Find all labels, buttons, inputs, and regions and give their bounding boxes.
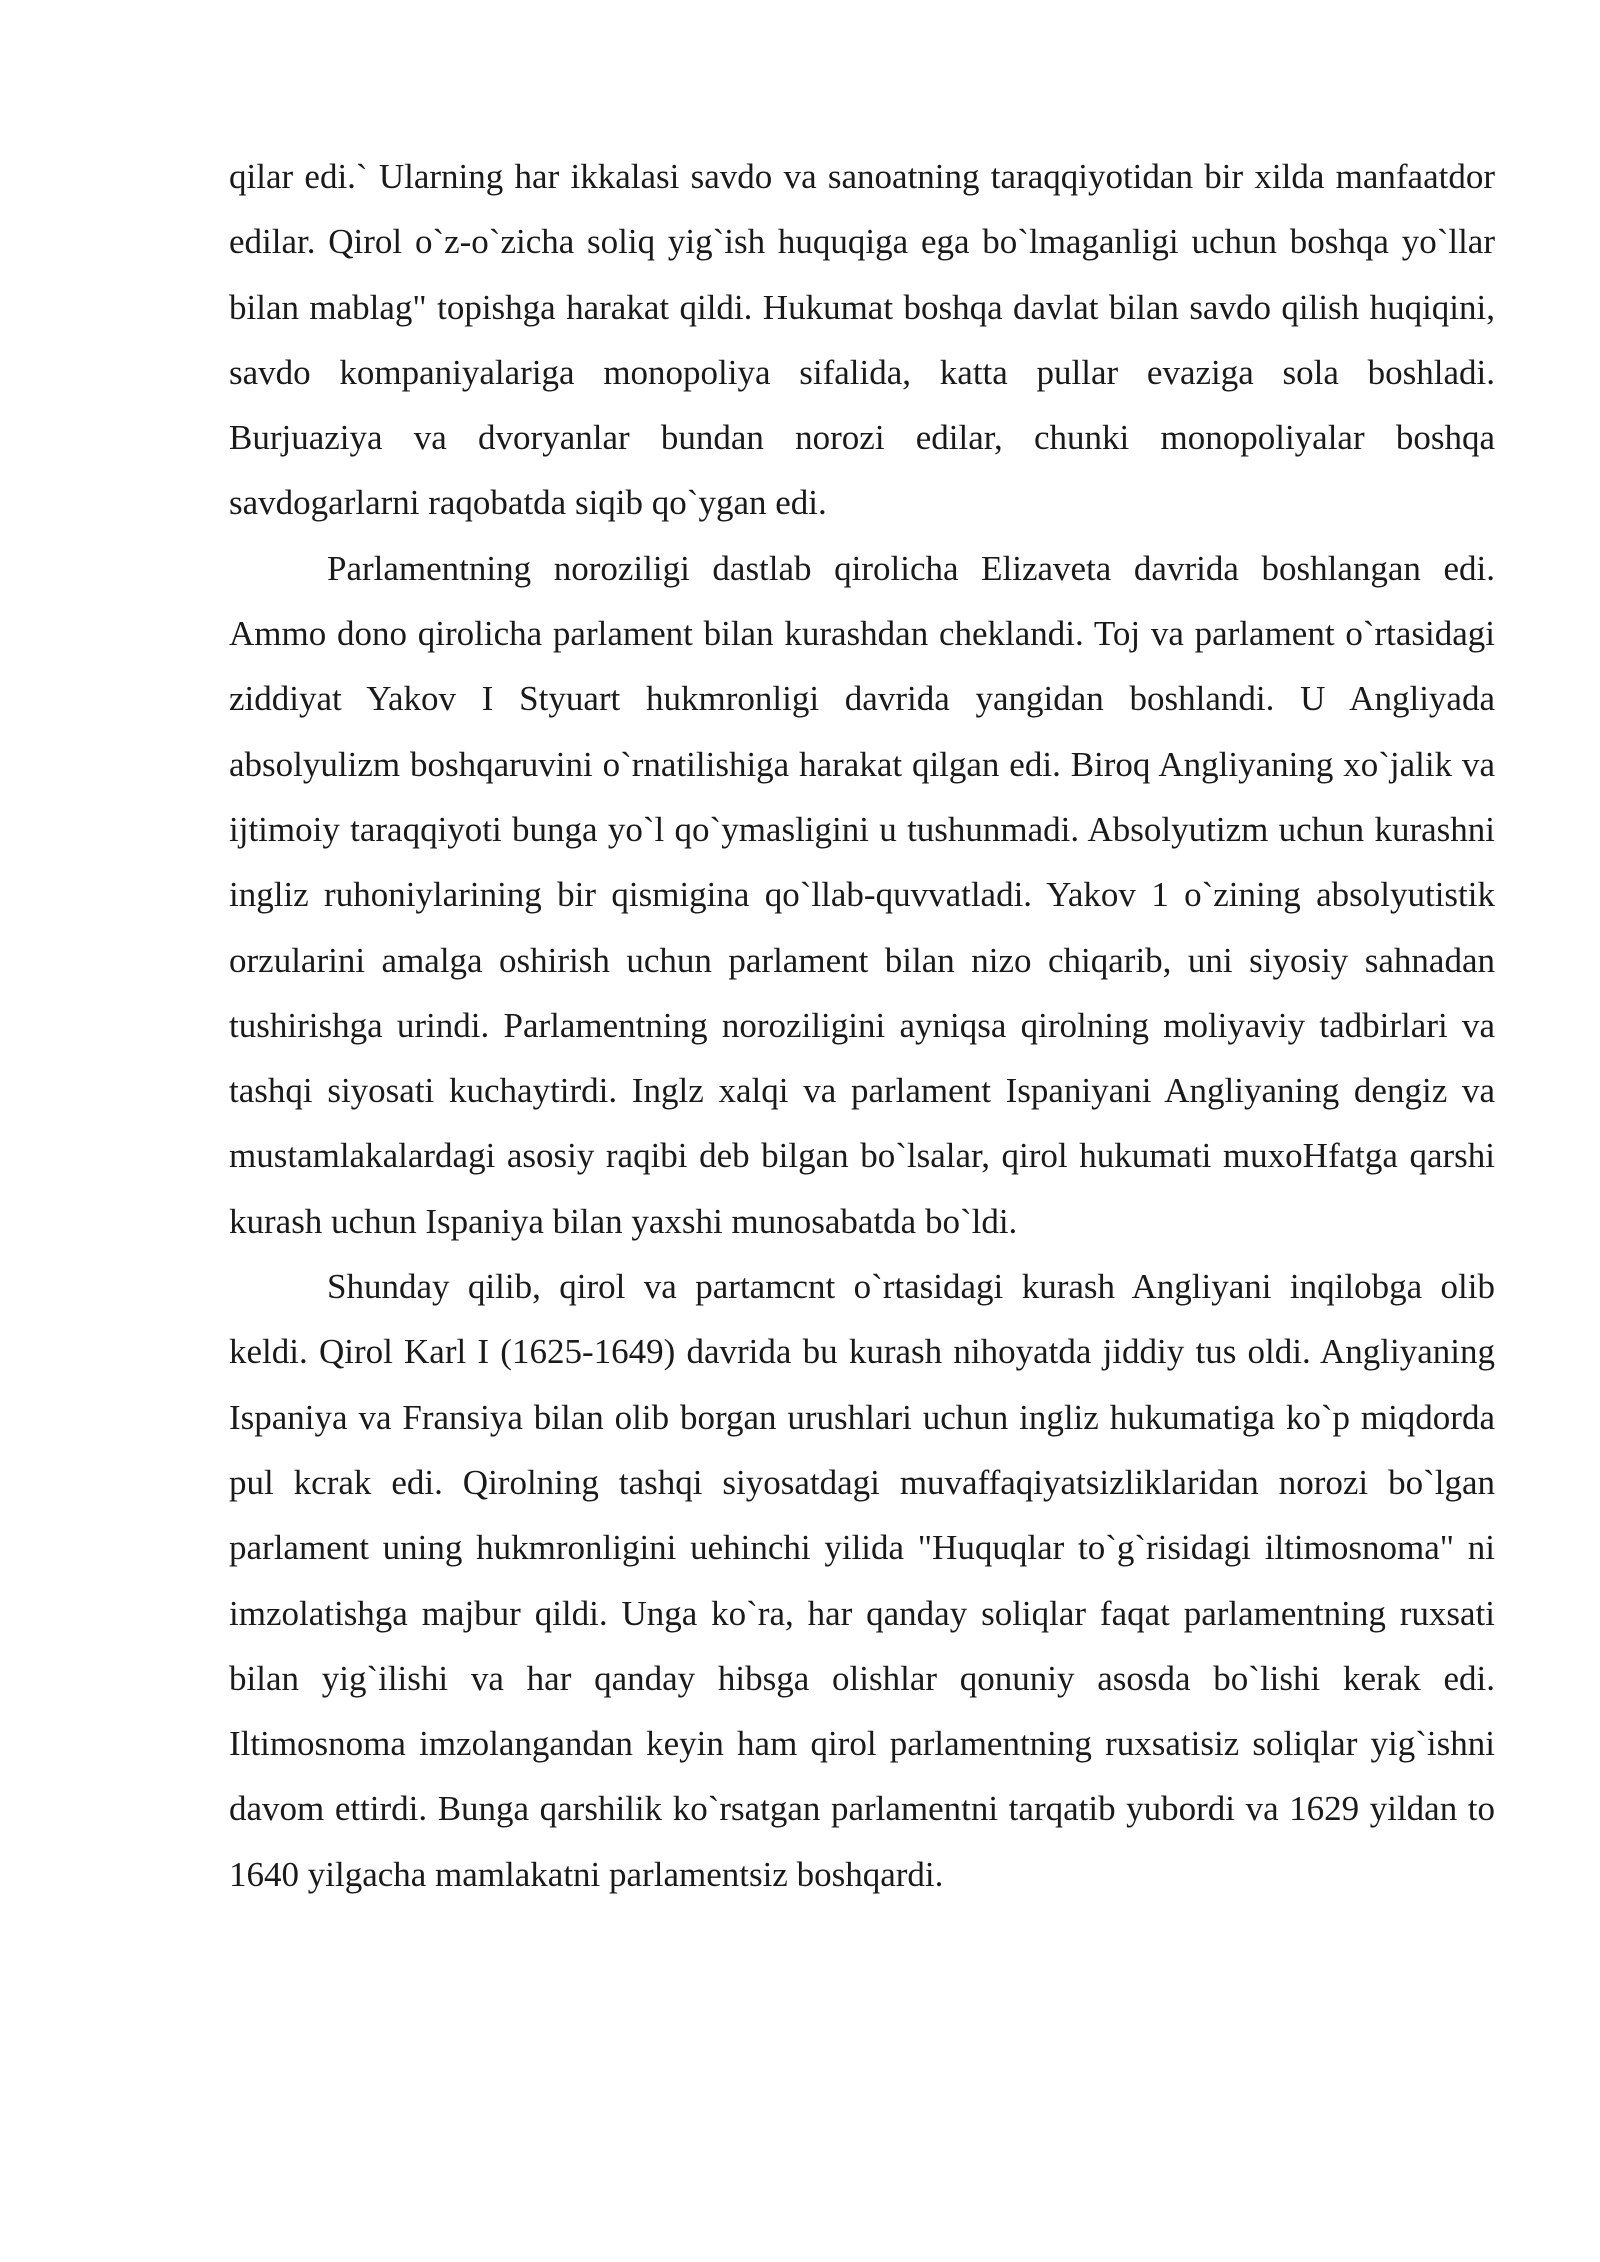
paragraph-2: Parlamentning noroziligi dastlab qirolicha Elizaveta davrida boshlangan edi. Ammo dono qirolicha parlament bilan kurashdan cheklandi. Toj va parlament o`rtasidagi ziddiyat Yakov I Styuart hukmronligi davrida yangidan boshlandi. U Angliyada absolyulizm boshqaruvini o`rnatilishiga harakat qilgan edi. Biroq Angliyaning xo`jalik va ijtimoiy taraqqiyoti bunga yo`l qo`ymasligini u tushunmadi. Absolyutizm uchun kurashni ingliz ruhoniylarining bir qismigina qo`llab-quvvatladi. Yakov 1 o`zining absolyutistik orzularini amalga oshirish uchun parlament bilan nizo chiqarib, uni siyosiy sahnadan tushirishga urindi. Parlamentning noroziligini ayniqsa qirolning moliyaviy tadbirlari va tashqi siyosati kuchaytirdi. Inglz xalqi va parlament Ispaniyani Angliyaning dengiz va mustamlakalardagi asosiy raqibi deb bilgan bo`lsalar, qirol hukumati muxoHfatga qarshi kurash uchun Ispaniya bilan yaxshi munosabatda bo`ldi.: [229, 548, 1495, 1241]
paragraph-3: Shunday qilib, qirol va partamcnt o`rtasidagi kurash Angliyani inqilobga olib keldi. Qirol Karl I (1625-1649) davrida bu kurash nihoyatda jiddiy tus oldi. Angliyaning Ispaniya va Fransiya bilan olib borgan urushlari uchun ingliz hukumatiga ko`p miqdorda pul kcrak edi. Qirolning tashqi siyosatdagi muvaffaqiyatsizliklaridan norozi bo`lgan parlament uning hukmronligini uehinchi yilida "Huquqlar to`g`risidagi iltimosnoma" ni imzolatishga majbur qildi. Unga ko`ra, har qanday soliqlar faqat parlamentning ruxsati bilan yig`ilishi va har qanday hibsga olishlar qonuniy asosda bo`lishi kerak edi. Iltimosnoma imzolangandan keyin ham qirol parlamentning ruxsatisiz soliqlar yig`ishni davom ettirdi. Bunga qarshilik ko`rsatgan parlamentni tarqatib yubordi va 1629 yildan to 1640 yilgacha mamlakatni parlamentsiz boshqardi.: [229, 1267, 1495, 1894]
document-page: [229, 144, 1495, 1907]
paragraph-1: qilar edi.` Ularning har ikkalasi savdo va sanoatning taraqqiyotidan bir xilda manfaatdor edilar. Qirol o`z-o`zicha soliq yig`ish huquqiga ega bo`lmaganligi uchun boshqa yo`llar bilan mablag" topishga harakat qildi. Hukumat boshqa davlat bilan savdo qilish huqiqini, savdo kompaniyalariga monopoliya sifalida, katta pullar evaziga sola boshladi. Burjuaziya va dvoryanlar bundan norozi edilar, chunki monopoliyalar boshqa savdogarlarni raqobatda siqib qo`ygan edi.: [229, 157, 1495, 523]
